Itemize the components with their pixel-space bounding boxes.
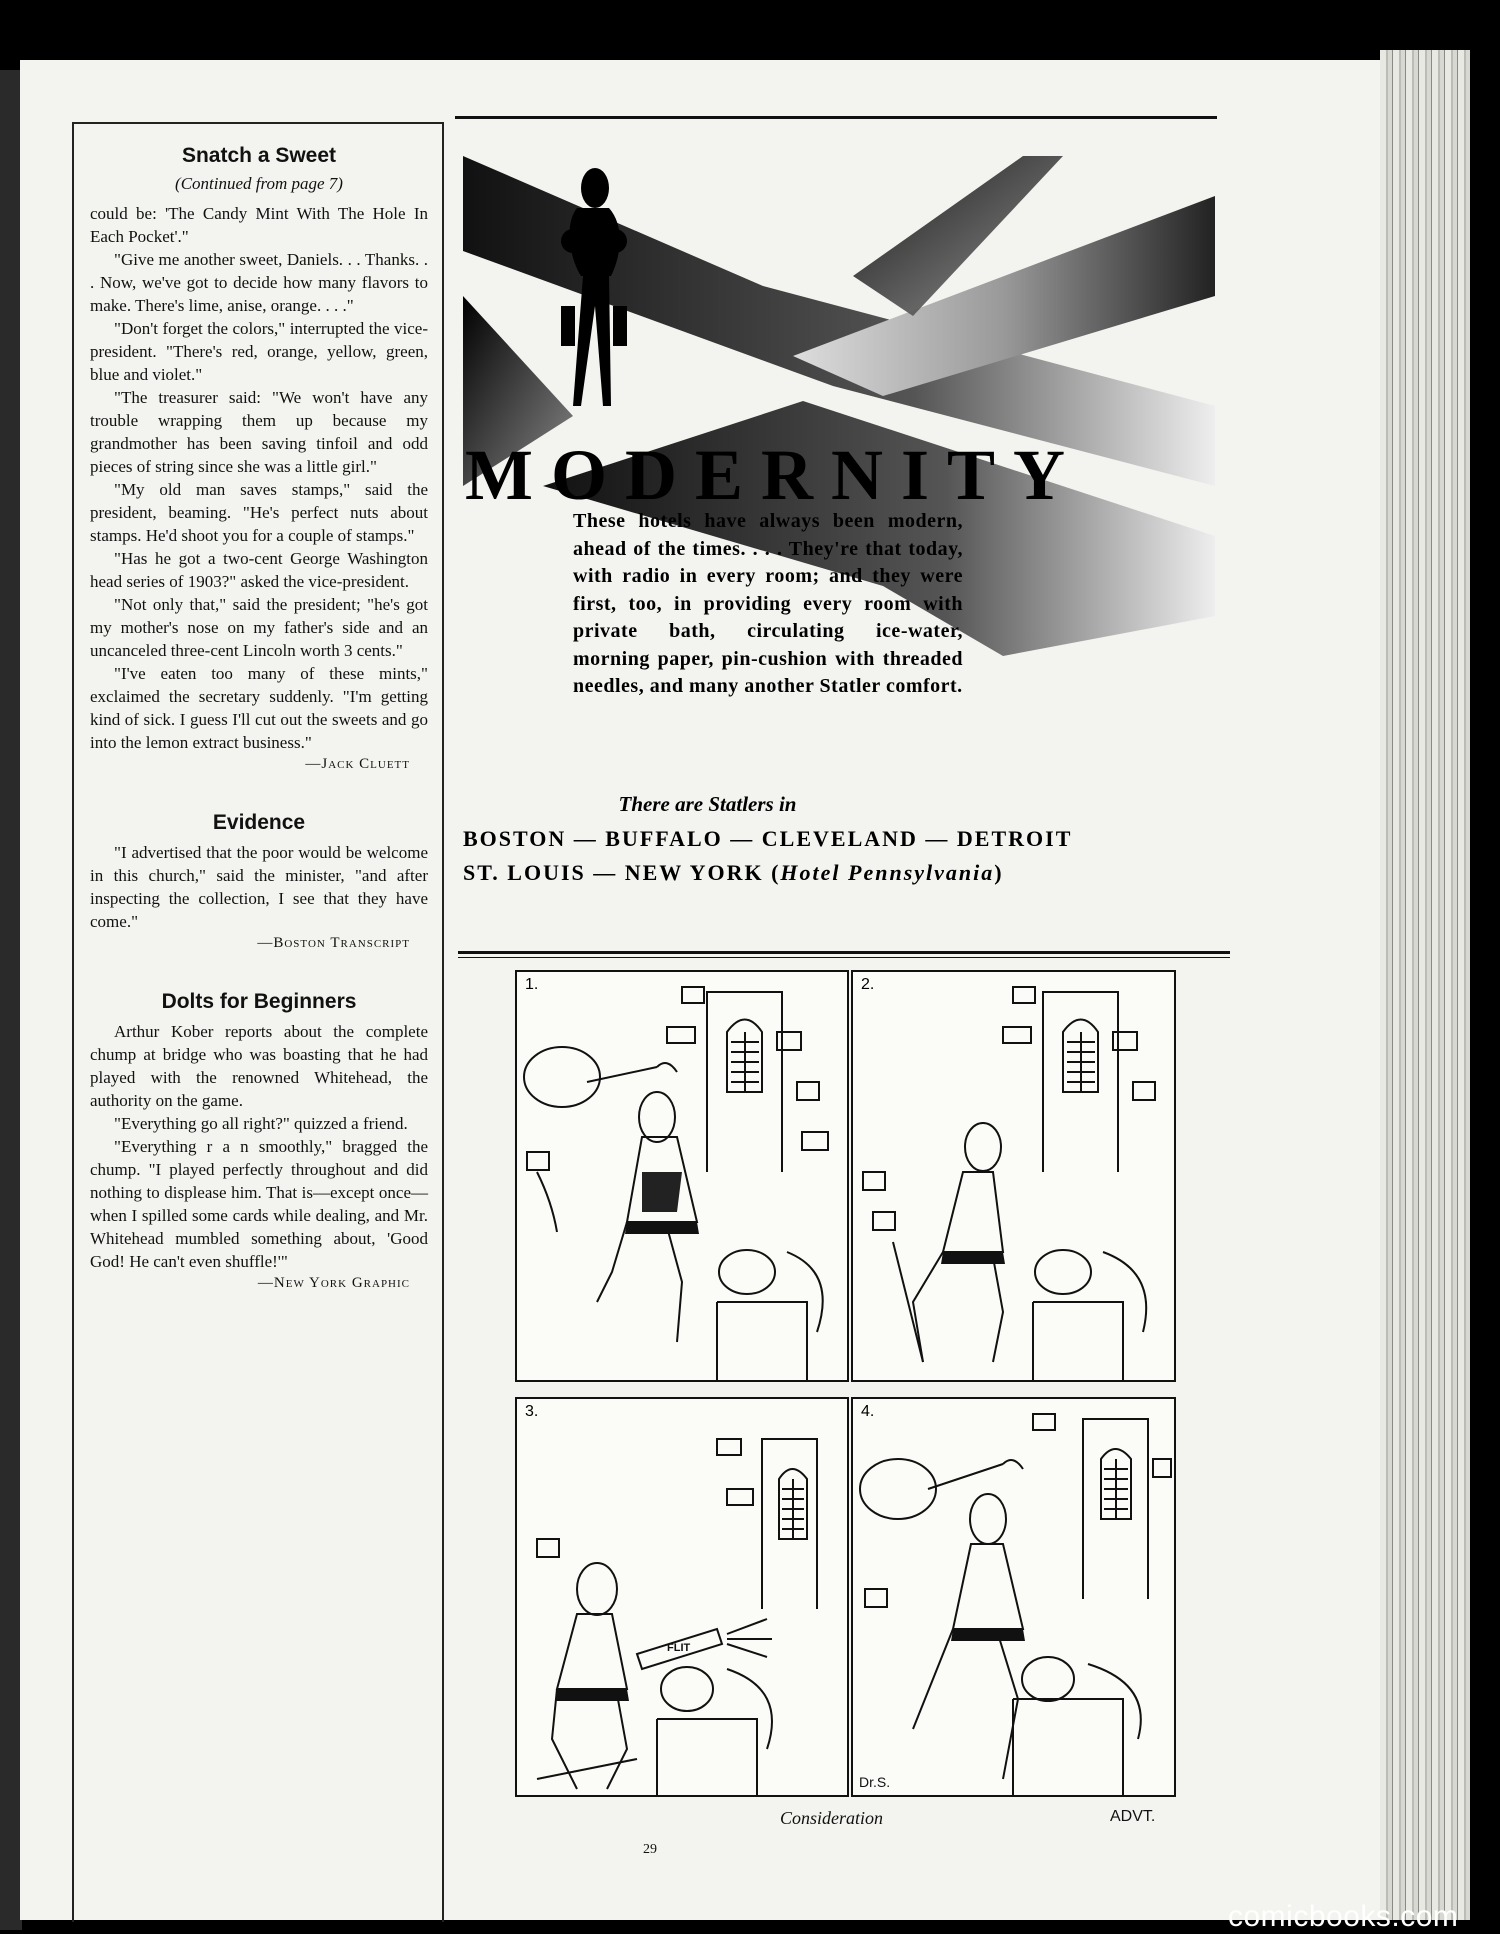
- site-watermark: comicbooks.com: [1228, 1900, 1459, 1933]
- article-snatch-a-sweet: [90, 144, 428, 773]
- left-column: [72, 122, 444, 1922]
- comic-panel-1: [515, 970, 849, 1382]
- panel-number: 2.: [861, 976, 875, 993]
- paragraph: could be: 'The Candy Mint With The Hole In Each Pocket'.": [90, 204, 428, 246]
- author-credit: —Jack Cluett: [305, 756, 410, 772]
- cities-text: ST. LOUIS — NEW YORK (: [463, 860, 781, 885]
- ad-tagline: There are Statlers in: [618, 792, 797, 816]
- paragraph: "Everything go all right?" quizzed a friend.: [114, 1114, 408, 1133]
- panel-drawing: [517, 972, 847, 1380]
- ad-headline: MODERNITY: [465, 435, 1084, 515]
- paragraph: "The treasurer said: "We won't have any trouble wrapping them up because my grandmother has been saving tinfoil and odd pieces of string since she was a little girl.": [90, 388, 428, 476]
- paragraph: "Give me another sweet, Daniels. . . Thanks. . . Now, we've got to decide how many flavors to make. There's lime, anise, orange. . . .": [90, 250, 428, 315]
- ad-cities-line: [463, 860, 1004, 886]
- left-page-edge: [0, 70, 22, 1930]
- paragraph: "Has he got a two-cent George Washington head series of 1903?" asked the vice-president.: [90, 549, 428, 591]
- comic-top-rule: [458, 951, 1230, 954]
- paragraph: Arthur Kober reports about the complete chump at bridge who was boasting that he had played with the renowned Whitehead, the authority on the game.: [90, 1022, 428, 1110]
- continued-note: (Continued from page 7): [175, 174, 343, 193]
- article-title: Snatch a Sweet: [181, 144, 337, 167]
- article-title: Evidence: [212, 811, 306, 834]
- page-number: 29: [643, 1842, 657, 1857]
- source-credit: —New York Graphic: [257, 1275, 410, 1291]
- panel-drawing: [517, 1399, 847, 1795]
- comic-panel-4: [851, 1397, 1176, 1797]
- paragraph: "Everything r a n smoothly," bragged the chump. "I played perfectly throughout and did nothing to displease him. That is—except once—when I spilled some cards while dealing, and Mr. Whitehead mumbled something about, 'Good God! He can't even shuffle!'": [90, 1137, 428, 1271]
- panel-number: 1.: [525, 976, 539, 993]
- comic-caption: Consideration: [780, 1808, 884, 1828]
- book-binding: [1380, 50, 1470, 1920]
- comic-panel-2: [851, 970, 1176, 1382]
- statler-advertisement: [455, 116, 1217, 946]
- article-title: Dolts for Beginners: [161, 990, 357, 1013]
- panel-number: 3.: [525, 1403, 539, 1420]
- panel-drawing: [853, 972, 1174, 1380]
- article-dolts-for-beginners: [90, 990, 428, 1292]
- article-evidence: [90, 811, 428, 952]
- cities-text: ): [994, 860, 1004, 885]
- advt-label: ADVT.: [1110, 1808, 1156, 1825]
- paragraph: "My old man saves stamps," said the president, beaming. "He's perfect nuts about stamps. He'd shoot you for a couple of stamps.": [90, 480, 428, 545]
- hotel-name: Hotel Pennsylvania: [780, 860, 995, 885]
- source-credit: —Boston Transcript: [257, 935, 410, 951]
- ad-body-text: These hotels have always been modern, ahead of the times. . . . They're that today, with radio in every room; and they were first, too, in providing every room with private bath, circulating ice-water, morning paper, pin-cushion with threaded needles, and many another Statler comfort.: [573, 510, 963, 697]
- paragraph: "I advertised that the poor would be welcome in this church," said the minister, "and after inspecting the collection, I see that they have come.": [90, 843, 428, 931]
- paragraph: "I've eaten too many of these mints," exclaimed the secretary suddenly. "I'm getting kind of sick. I guess I'll cut out the sweets and go into the lemon extract business.": [90, 664, 428, 752]
- sprayer-label: FLIT: [667, 1642, 691, 1654]
- panel-number: 4.: [861, 1403, 875, 1420]
- comic-panel-3: [515, 1397, 849, 1797]
- comic-top-rule: [458, 957, 1230, 958]
- paragraph: "Don't forget the colors," interrupted the vice-president. "There's red, orange, yellow, green, blue and violet.": [90, 319, 428, 384]
- paragraph: "Not only that," said the president; "he's got my mother's nose on my father's side and an uncanceled three-cent Lincoln worth 3 cents.": [90, 595, 428, 660]
- ad-cities-line: BOSTON — BUFFALO — CLEVELAND — DETROIT: [463, 826, 1073, 851]
- panel-drawing: [853, 1399, 1174, 1795]
- artist-signature: Dr.S.: [859, 1774, 891, 1790]
- ad-top-rule: [455, 116, 1217, 119]
